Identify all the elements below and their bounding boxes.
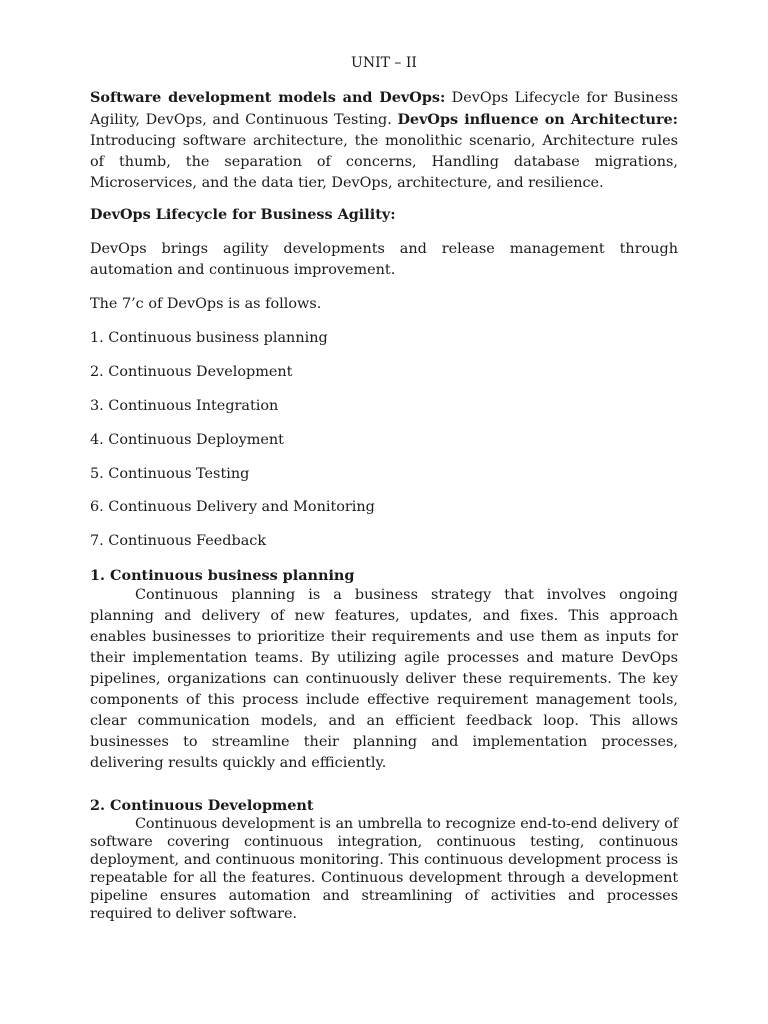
lifecycle-heading: DevOps Lifecycle for Business Agility: (90, 206, 396, 223)
unit-title: UNIT – II (351, 55, 417, 71)
intro-second-bold: DevOps influence on Architecture: (397, 111, 678, 128)
list-item: 7. Continuous Feedback (90, 533, 267, 549)
section1-heading: 1. Continuous business planning (90, 567, 355, 584)
intro-lead-bold: Software development models and DevOps: (90, 89, 446, 106)
section1-paragraph: Continuous planning is a business strategy that involves ongoing planning and delivery of new features, updates, and fixes. This approach enables businesses to prioritize their requirements and use them as inputs for their implementation teams. By utilizing agile processes and mature DevOps pipelines, organizations can continuously deliver these requirements. The key components of this process include effective requirement management tools, clear communication models, and an efficient feedback loop. This allows businesses to streamline their planning and implementation processes, delivering results quickly and efficiently. (90, 587, 678, 771)
list-item: 2. Continuous Development (90, 364, 293, 380)
list-item: 3. Continuous Integration (90, 398, 279, 414)
intro-lead-text: DevOps Lifecycle for Business Agility, DevOps, and Continuous Testing. (90, 90, 678, 128)
list-item: 4. Continuous Deployment (90, 432, 284, 448)
intro-second-text: Introducing software architecture, the monolithic scenario, Architecture rules of thumb, the separation of concerns, Handling database migrations, Microservices, and the data tier, DevOps, architecture, and resilience. (90, 133, 678, 191)
section2-paragraph: Continuous development is an umbrella to recognize end-to-end delivery of software covering continuous integration, continuous testing, continuous deployment, and continuous monitoring. This continuous development process is repeatable for all the features. Continuous development through a development pipeline ensures automation and streamlining of activities and processes required to deliver software. (90, 816, 678, 922)
intro-paragraph (90, 87, 678, 194)
list-item: 5. Continuous Testing (90, 466, 250, 482)
list-item: 6. Continuous Delivery and Monitoring (90, 499, 375, 515)
lifecycle-paragraph: DevOps brings agility developments and release management through automation and continuous improvement. (90, 241, 678, 278)
sevencs-intro: The 7’c of DevOps is as follows. (90, 296, 322, 312)
section2-heading: 2. Continuous Development (90, 797, 314, 814)
list-item: 1. Continuous business planning (90, 330, 328, 346)
